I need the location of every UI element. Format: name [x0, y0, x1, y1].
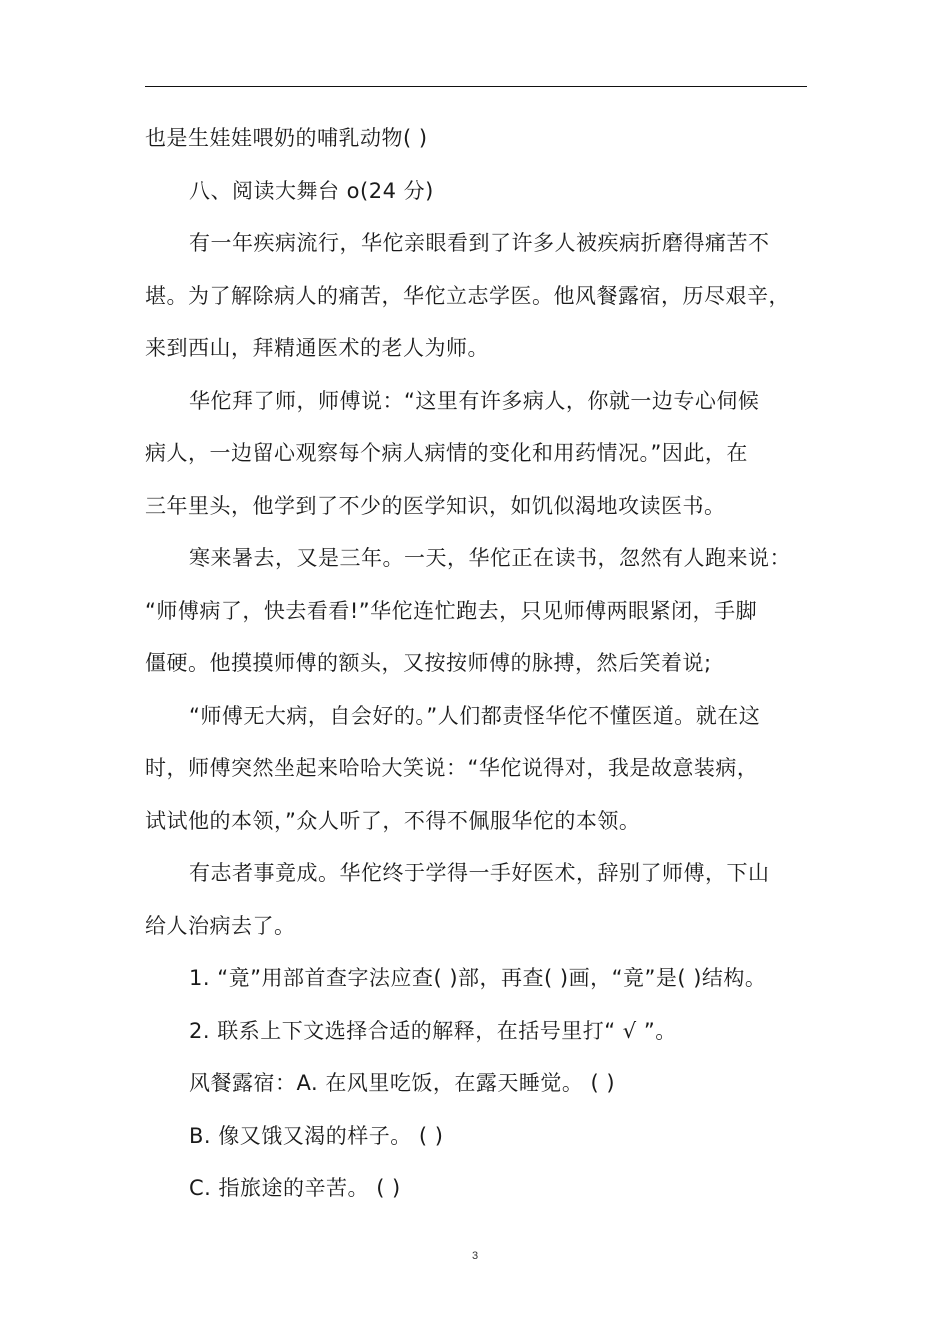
text-line: 三年里头，他学到了不少的医学知识，如饥似渴地攻读医书。: [145, 493, 726, 518]
text-line: 僵硬。他摸摸师傅的额头，又按按师傅的脉搏，然后笑着说;: [145, 651, 712, 675]
text-line: 病人，一边留心观察每个病人病情的变化和用药情况。”因此，在: [145, 441, 748, 465]
section-heading: 八、阅读大舞台 o(24 分): [189, 178, 434, 203]
document-body: [145, 112, 820, 1215]
option-b: B. 像又饿又渴的样子。 ( ): [189, 1123, 444, 1148]
option-c: C. 指旅途的辛苦。 ( ): [189, 1176, 401, 1200]
text-line: 时，师傅突然坐起来哈哈大笑说：“华佗说得对，我是故意装病，: [145, 756, 759, 780]
header-rule: [145, 86, 807, 87]
question-2: 2. 联系上下文选择合适的解释，在括号里打“ √ ”。: [189, 1018, 677, 1043]
text-line: 也是生娃娃喂奶的哺乳动物( ): [145, 126, 428, 150]
text-line: 来到西山，拜精通医术的老人为师。: [145, 336, 489, 360]
text-line: 给人治病去了。: [145, 913, 296, 938]
text-line: “师傅病了，快去看看!”华佗连忙跑去，只见师傅两眼紧闭，手脚: [145, 598, 758, 623]
text-line: “师傅无大病，自会好的。”人们都责怪华佗不懂医道。就在这: [189, 703, 761, 728]
text-line: 试试他的本领，”众人听了，不得不佩服华佗的本领。: [145, 808, 641, 833]
page-number: 3: [471, 1250, 479, 1262]
option-a: 风餐露宿：A. 在风里吃饭，在露天睡觉。 ( ): [189, 1071, 616, 1095]
text-line: 华佗拜了师，师傅说：“这里有许多病人，你就一边专心伺候: [189, 388, 760, 413]
text-line: 有一年疾病流行，华佗亲眼看到了许多人被疾病折磨得痛苦不: [189, 231, 770, 255]
text-line: 有志者事竟成。华佗终于学得一手好医术，辞别了师傅，下山: [189, 861, 770, 885]
question-1: 1. “竟”用部首查字法应查( )部，再查( )画，“竟”是( )结构。: [189, 966, 767, 990]
text-line: 堪。为了解除病人的痛苦，华佗立志学医。他风餐露宿，历尽艰辛，: [145, 283, 790, 308]
text-line: 寒来暑去，又是三年。一天，华佗正在读书，忽然有人跑来说：: [189, 546, 791, 570]
